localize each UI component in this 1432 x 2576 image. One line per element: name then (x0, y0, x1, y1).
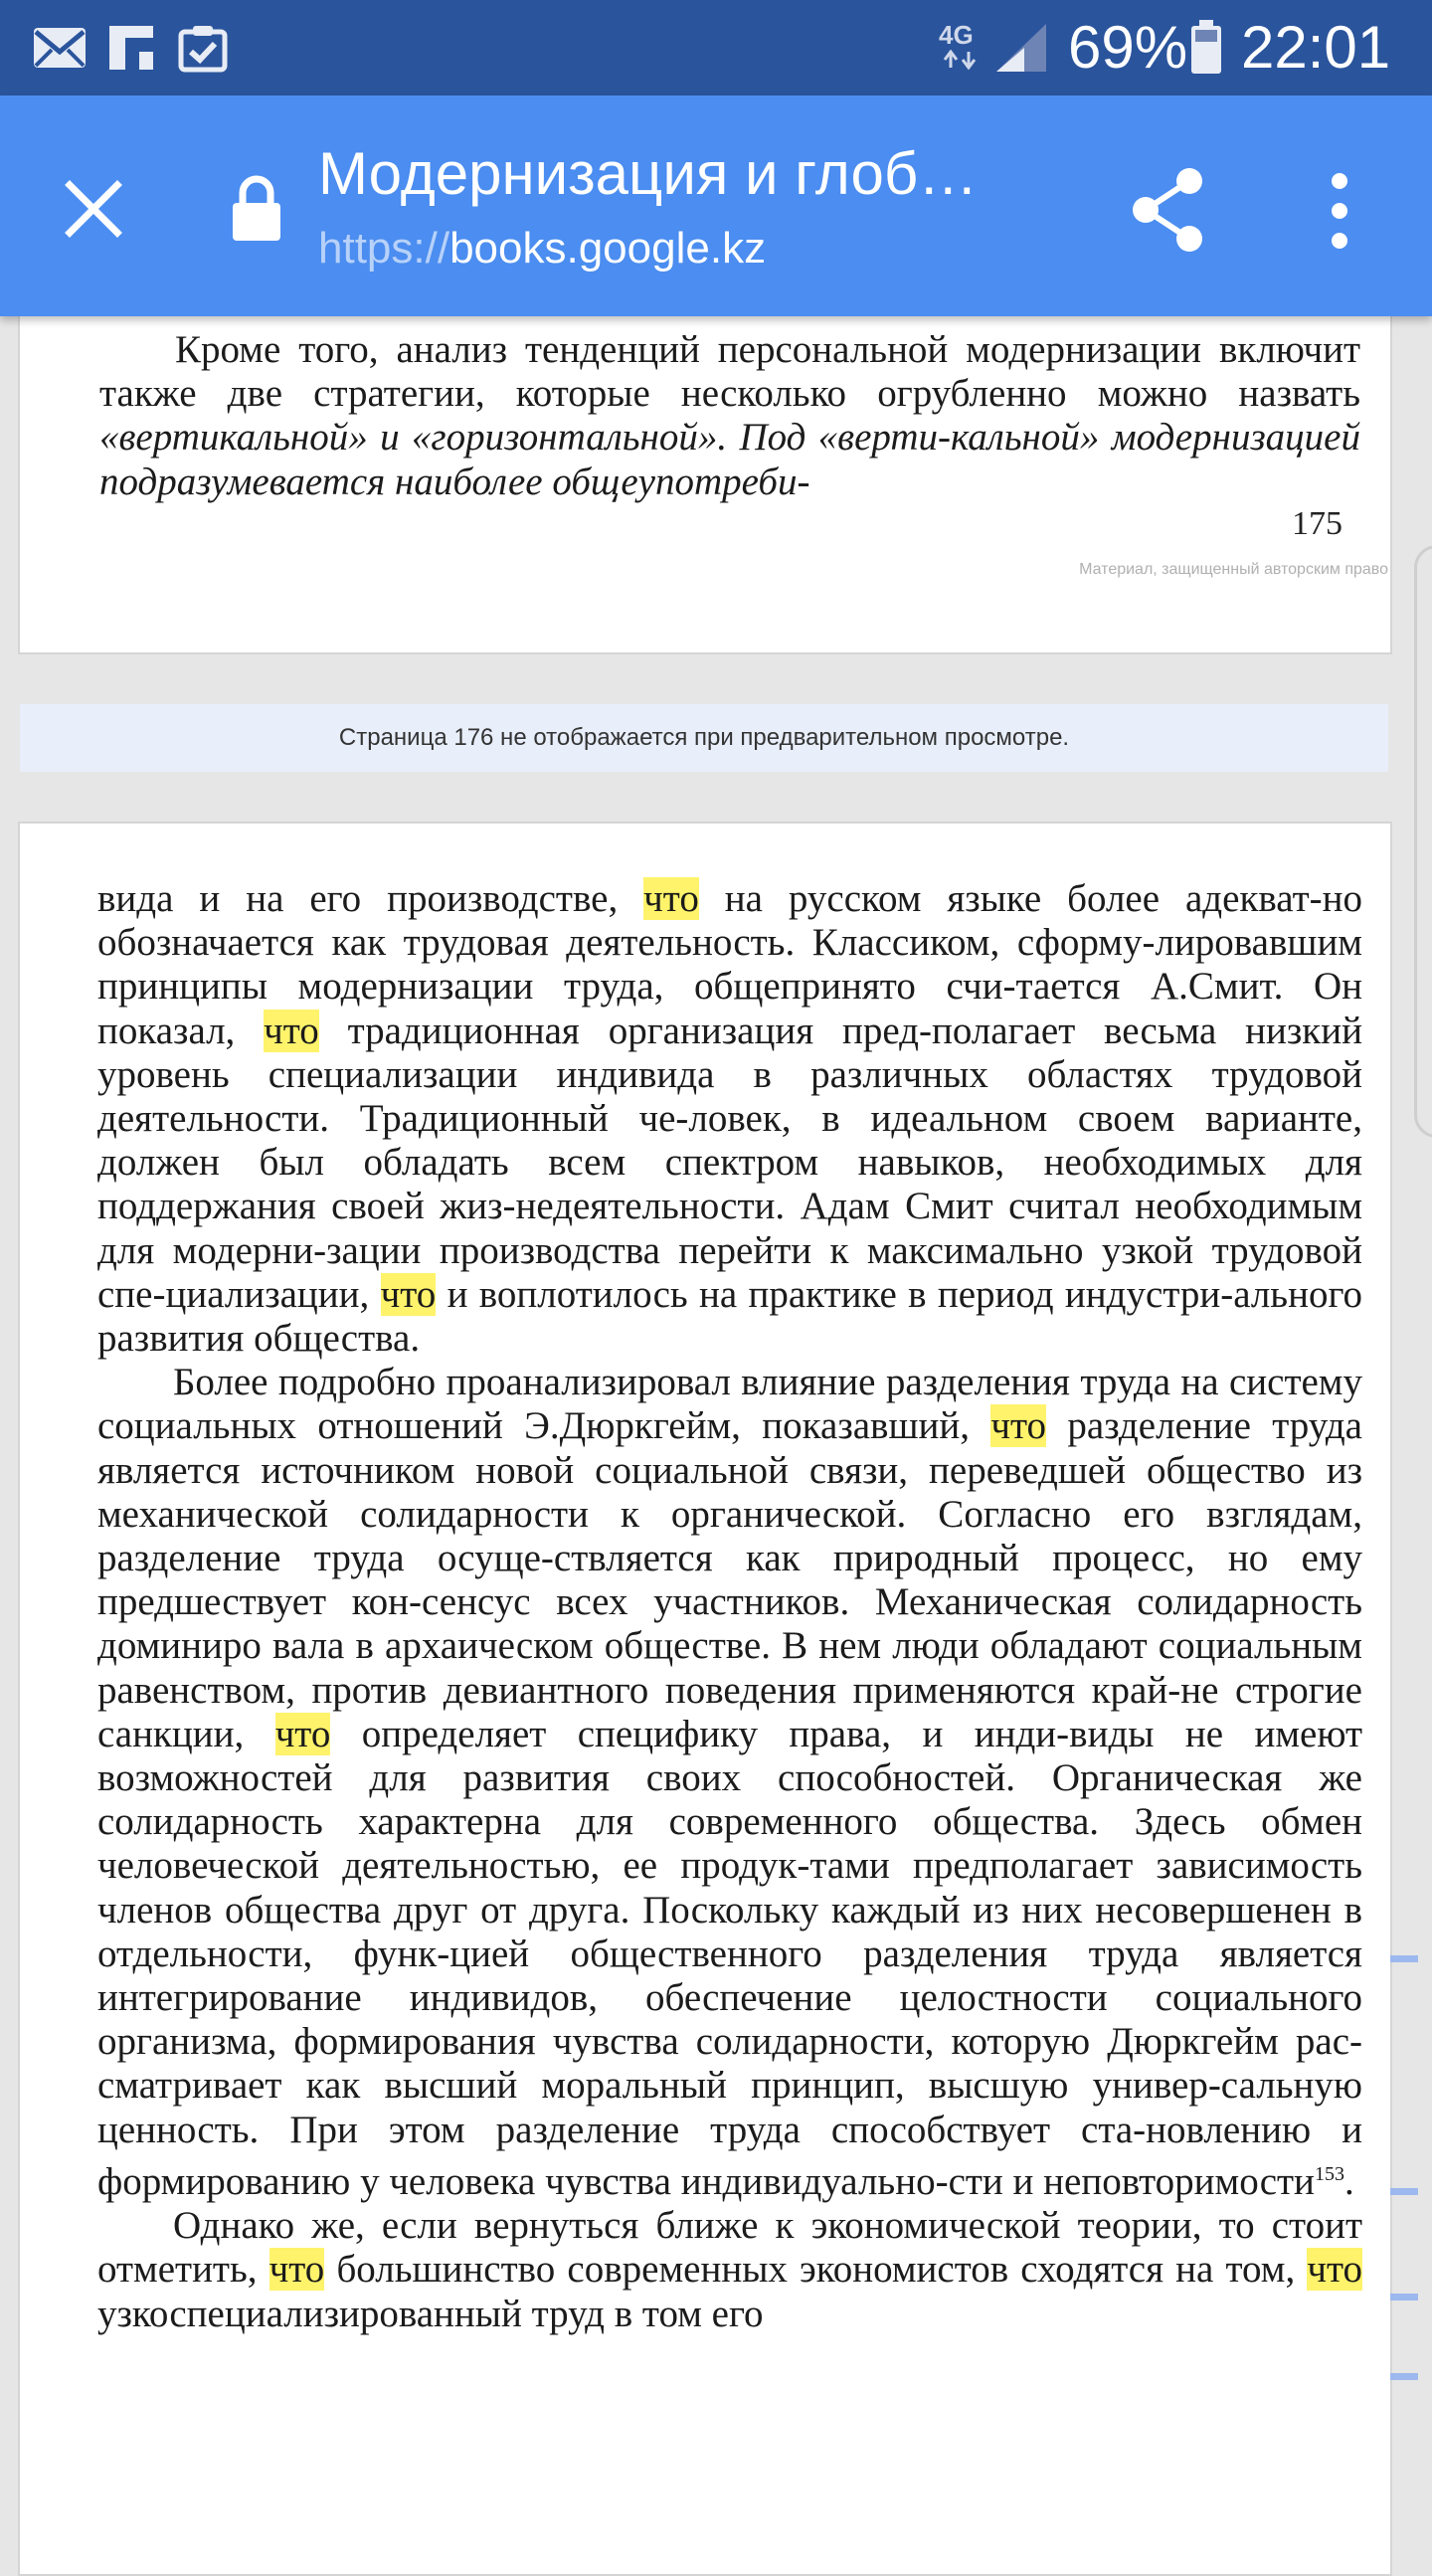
share-icon[interactable] (1128, 165, 1209, 255)
search-highlight: что (1307, 2248, 1363, 2292)
page-175-text (99, 328, 1360, 504)
search-highlight: что (990, 1404, 1047, 1448)
search-highlight: что (264, 1009, 319, 1052)
close-icon[interactable] (62, 177, 125, 241)
battery-percent: 69% (1068, 14, 1188, 81)
lock-icon (227, 173, 286, 245)
search-highlight: что (274, 1712, 331, 1755)
book-page-177 (18, 822, 1392, 2576)
scroll-marker (1390, 1955, 1418, 1962)
paragraph: Кроме того, анализ тенденций персональной модернизации включит также две стратегии, которые несколько огрубленно можно назвать «вертикальной» и «горизонтальной». Под «верти-кальной» модернизацией подразумевается наиболее общеупотреби- (99, 328, 1360, 503)
custom-tab-toolbar (0, 95, 1432, 316)
flipboard-icon (107, 22, 155, 74)
paragraph: Однако же, если вернуться ближе к экономической теории, то стоит отметить, что большинство современных экономистов сходятся на том, что узкоспециализированный труд в том его (97, 2204, 1363, 2335)
paragraph: Более подробно проанализировал влияние разделения труда на систему социальных отношений Э.Дюркгейм, показавший, что разделение труда является источником новой социальной связи, переведшей общество из механической солидарности к органической. Согласно его взглядам, разделение труда осуще-ствляется как природный процесс, но ему предшествует кон-сенсус всех участников. Механическая солидарность доминиро вала в архаическом обществе. В нем люди обладают социальным равенством, против девиантного поведения применяются край-не строгие санкции, что определяет специфику права, и инди-виды не имеют возможностей для развития своих способностей. Органическая же солидарность характерна для современного общества. Здесь обмен человеческой деятельностью, ее продук-тами предполагает зависимость членов общества друг от друга. Поскольку каждый из них несовершенен в отдельности, функ-цией общественного разделения труда является интегрирование индивидов, обеспечение целостности социального организма, формирования чувства солидарности, которую Дюркгейм рас-сматривает как высший моральный принцип, высшую универ-сальную ценность. При этом разделение труда способствует ста-новлению и формированию у человека чувства индивидуально-сти и неповторимости$^{153}$. (97, 1361, 1362, 2203)
search-highlight: что (380, 1272, 437, 1316)
mail-icon (32, 22, 88, 74)
battery-icon (1189, 20, 1223, 76)
data-arrows-icon (943, 50, 979, 70)
clock-time: 22:01 (1241, 14, 1391, 81)
book-page-175 (18, 269, 1392, 654)
scroll-marker (1390, 2294, 1418, 2300)
scroll-marker (1390, 2188, 1418, 2195)
scroll-marker (1390, 2373, 1418, 2380)
page-title: Модернизация и глоб… (318, 140, 979, 207)
page-edge-curve (1414, 545, 1432, 1138)
network-type-label: 4G (939, 20, 974, 50)
search-highlight: что (268, 2248, 325, 2292)
page-not-shown-notice: Страница 176 не отображается при предварительном просмотре. (20, 704, 1388, 772)
url-scheme: https:// (318, 224, 450, 273)
search-highlight: что (643, 877, 699, 920)
copyright-notice: Материал, защищенный авторским право (1079, 561, 1388, 578)
url-host: books.google.kz (449, 224, 767, 273)
page-177-text (97, 877, 1362, 2336)
status-bar (0, 0, 1432, 95)
more-options-icon[interactable] (1325, 171, 1354, 251)
signal-strength-icon (994, 22, 1048, 74)
page-url (318, 221, 766, 276)
page-number: 175 (1292, 505, 1342, 542)
clipboard-check-icon (177, 22, 229, 74)
paragraph: вида и на его производстве, что на русском языке более адекват-но обозначается как трудовая деятельность. Классиком, сформу-лировавшим принципы модернизации труда, общепринято счи-тается А.Смит. Он показал, что традиционная организация пред-полагает весьма низкий уровень специализации индивида в различных областях трудовой деятельности. Традиционный че-ловек, в идеальном своем варианте, должен был обладать всем спектром навыков, необходимых для поддержания своей жиз-недеятельности. Адам Смит считал необходимым для модерни-зации производства перейти к максимально узкой трудовой спе-циализации, что и воплотилось на практике в период индустри-ального развития общества. (97, 877, 1362, 1361)
